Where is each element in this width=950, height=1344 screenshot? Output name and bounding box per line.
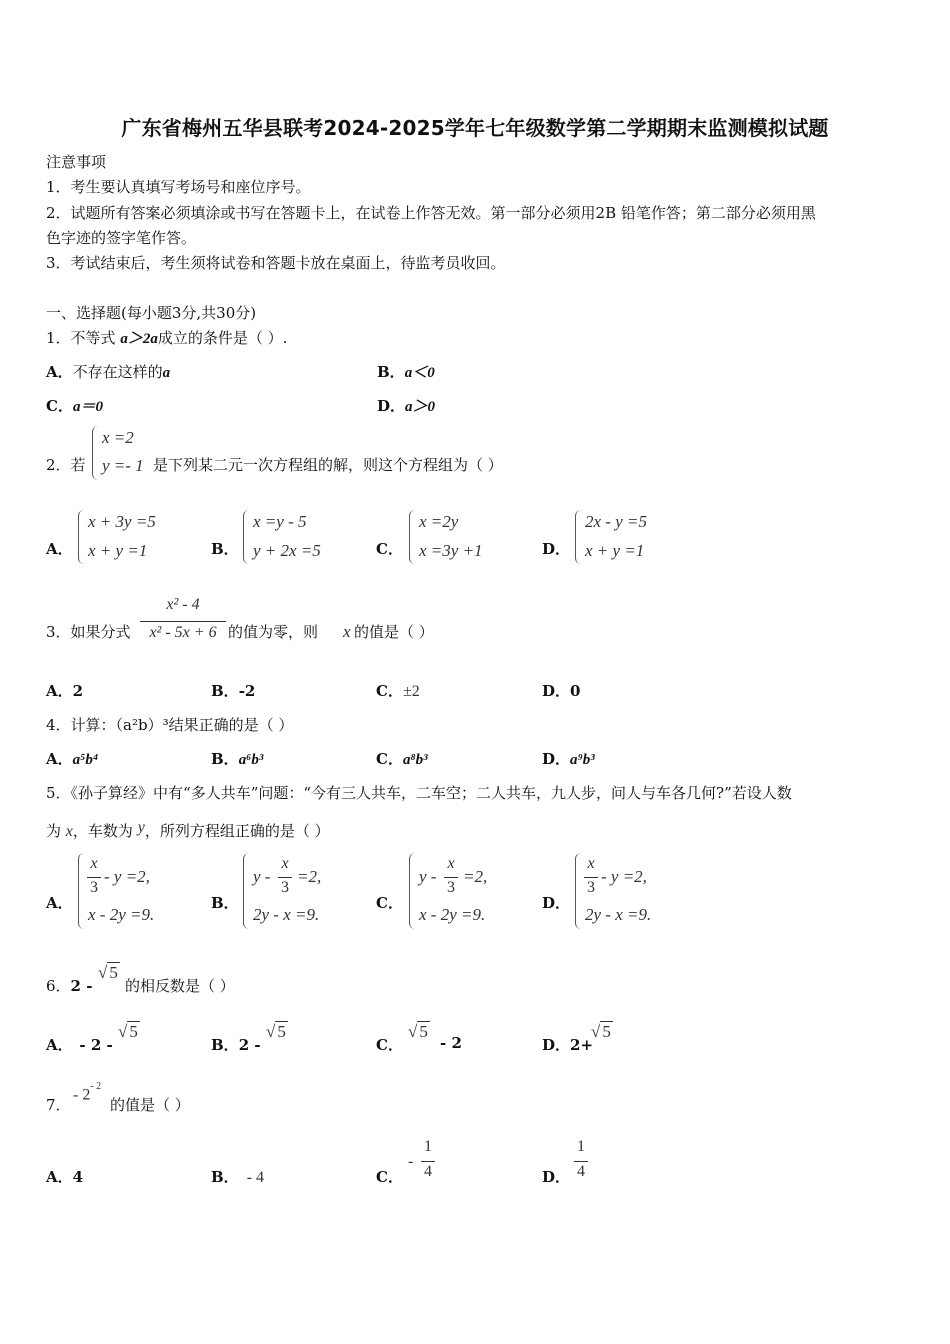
option-label: D． [542, 540, 571, 558]
stem-text: 成立的条件是（ ）. [157, 329, 288, 347]
equation-line: 2y - x =9. [253, 905, 320, 924]
stem-text: 的值为零，则 [228, 623, 319, 641]
brace [243, 510, 250, 564]
fraction-denominator: 3 [90, 879, 98, 896]
equation-line: x - 2y =9. [419, 905, 486, 924]
equation-line: - y =2, [104, 867, 150, 886]
option-text: 0 [570, 682, 581, 700]
q7-option-a[interactable] [46, 1166, 83, 1187]
option-text: 不存在这样的 [72, 363, 163, 381]
radicand: 5 [277, 1022, 286, 1041]
equation-line: x =2y [419, 512, 459, 531]
option-label: A． [46, 682, 73, 700]
brace [78, 853, 85, 929]
option-label: C． [376, 682, 403, 700]
fraction-bar [140, 621, 226, 622]
notice-item: 3．考试结束后，考生须将试卷和答题卡放在桌面上，待监考员收回。 [46, 254, 506, 272]
stem-text: ，所列方程组正确的是（ ） [144, 822, 330, 840]
option-text: - 4 [246, 1169, 265, 1186]
equation-line: x =2 [102, 428, 134, 447]
option-label: A． [46, 894, 73, 912]
question-3-number [46, 621, 131, 642]
stem-expression: a＞2a [120, 331, 158, 347]
option-label: A． [46, 750, 73, 768]
q7-expression [73, 1081, 102, 1104]
option-label: A． [46, 1168, 73, 1186]
sqrt-icon: √ [591, 1022, 601, 1041]
fraction-bar [87, 877, 101, 878]
fraction-numerator: x [90, 855, 98, 872]
equation-line: x - 2y =9. [88, 905, 155, 924]
fraction-denominator: 3 [447, 879, 455, 896]
stem-var: y [137, 819, 145, 836]
section-heading: 一、选择题(每小题3分,共30分) [46, 304, 257, 322]
option-label: A． [46, 363, 73, 381]
equation-line: 2x - y =5 [585, 512, 647, 531]
q3-fraction-numerator: x² - 4 [166, 596, 200, 613]
equation-line: =2, [463, 867, 488, 886]
stem-text: 若 [70, 456, 86, 474]
q2-option-b[interactable] [243, 510, 353, 566]
option-label: A． [46, 540, 73, 558]
stem-text: 《孙子算经》中有“多人共车”问题：“今有三人共车，二车空；二人共车，九人步，问人与车各几何?”若设人数 [70, 784, 792, 802]
option-label: B． [211, 1168, 239, 1186]
fraction-bar [584, 877, 598, 878]
q6-option-d-sqrt [591, 1022, 613, 1042]
fraction-bar [574, 1161, 588, 1162]
fraction-bar [278, 877, 292, 878]
brace [92, 426, 99, 480]
option-text: a＜0 [404, 365, 435, 381]
fraction-sign: - [408, 1153, 414, 1170]
question-6-number [46, 975, 92, 996]
equation-line: 2y - x =9. [585, 905, 652, 924]
equation-part: y - [253, 867, 271, 886]
q4-option-a[interactable] [46, 748, 98, 769]
question-number: 4． [46, 716, 71, 734]
brace [243, 853, 250, 929]
q7-option-c[interactable] [376, 1166, 403, 1187]
option-text: a＞0 [405, 399, 436, 415]
fraction-numerator: 1 [424, 1138, 432, 1155]
option-label: B． [211, 750, 239, 768]
q2-option-c[interactable] [409, 510, 519, 566]
q4-option-b[interactable] [211, 748, 263, 769]
q4-option-c[interactable] [376, 748, 428, 769]
fraction-bar [444, 877, 458, 878]
q5-option-b[interactable] [243, 853, 353, 931]
option-text: - 2 [440, 1034, 462, 1052]
equation-line: x + y =1 [585, 541, 645, 560]
q7-option-d[interactable] [542, 1166, 570, 1187]
fraction-denominator: 3 [281, 879, 289, 896]
option-label: B． [377, 363, 405, 381]
q3-option-c[interactable] [376, 680, 420, 701]
option-label: B． [211, 540, 239, 558]
q2-option-d[interactable] [575, 510, 685, 566]
q6-option-d[interactable] [542, 1034, 593, 1055]
q6-option-a[interactable] [46, 1034, 113, 1055]
option-label: D． [542, 1168, 571, 1186]
fraction-numerator: x [447, 855, 455, 872]
option-text: a⁹b³ [570, 752, 595, 768]
notice-item: 2．试题所有答案必须填涂或书写在答题卡上，在试卷上作答无效。第一部分必须用2B 铅笔作答；第二部分必须用黑 [46, 204, 816, 222]
stem-text: 的相反数是（ ） [125, 977, 235, 995]
equation-line: y + 2x =5 [253, 541, 321, 560]
brace [575, 853, 582, 929]
option-text: 4 [72, 1168, 84, 1186]
brace [78, 510, 85, 564]
stem-text: 计算：（a²b）³结果正确的是（ ） [70, 716, 294, 734]
q5-option-a[interactable] [78, 853, 188, 931]
option-label: C． [376, 1036, 403, 1054]
option-label: D． [542, 1036, 571, 1054]
stem-var: x [65, 823, 73, 840]
stem-text: 不等式 [70, 329, 116, 347]
q1-option-c[interactable] [46, 395, 103, 416]
option-label: B． [211, 682, 239, 700]
option-label: D． [542, 894, 571, 912]
option-text: 2 [72, 682, 84, 700]
brace [575, 510, 582, 564]
option-text: -2 [238, 682, 256, 700]
fraction-denominator: 4 [577, 1163, 585, 1180]
option-text: a＝0 [72, 399, 103, 415]
q6-option-c-sqrt [408, 1022, 430, 1042]
option-text: a⁵b⁴ [72, 752, 99, 768]
q6-option-a-sqrt [118, 1022, 140, 1042]
sqrt-expression [98, 963, 120, 983]
question-4-stem [46, 714, 293, 735]
option-label: D． [542, 682, 571, 700]
stem-text: 的值是（ ） [110, 1096, 190, 1114]
fraction-denominator: 4 [424, 1163, 432, 1180]
question-2-number [46, 454, 86, 475]
q1-option-d[interactable] [377, 395, 435, 416]
q1-option-a[interactable] [46, 361, 170, 382]
option-label: B． [211, 1036, 239, 1054]
question-5-stem-line2 [46, 820, 330, 841]
sqrt-icon: √ [266, 1022, 276, 1041]
notice-item: 1．考生要认真填写考场号和座位序号。 [46, 178, 311, 196]
q6-option-b[interactable] [211, 1034, 261, 1055]
equation-line: - y =2, [601, 867, 647, 886]
sqrt-icon: √ [98, 963, 108, 982]
q4-option-d[interactable] [542, 748, 595, 769]
radicand: 5 [109, 963, 118, 982]
q6-option-c[interactable] [376, 1034, 403, 1055]
option-text: a⁶b³ [238, 752, 264, 768]
option-text: 2 - [238, 1036, 261, 1054]
question-number: 2． [46, 456, 71, 474]
option-label: C． [46, 397, 73, 415]
q7-option-b[interactable] [211, 1166, 264, 1187]
option-var: a [162, 365, 171, 381]
question-number: 3． [46, 623, 71, 641]
fraction-bar [421, 1161, 435, 1162]
question-number: 1． [46, 329, 71, 347]
fraction-denominator: 3 [587, 879, 595, 896]
option-text: a⁸b³ [402, 752, 428, 768]
notice-heading: 注意事项 [46, 153, 107, 171]
expr-exponent: - 2 [90, 1081, 102, 1092]
q6-option-b-sqrt [266, 1022, 288, 1042]
stem-expression: 2 - [70, 977, 93, 995]
page-title: 广东省梅州五华县联考2024-2025学年七年级数学第二学期期末监测模拟试题 [121, 116, 829, 140]
option-text: 2+ [570, 1036, 594, 1054]
question-number: 5． [46, 784, 71, 802]
sqrt-icon: √ [408, 1022, 418, 1041]
q2-option-a[interactable] [78, 510, 188, 566]
option-label: D． [542, 750, 571, 768]
q5-option-d[interactable] [575, 853, 685, 931]
equation-line: x =y - 5 [253, 512, 307, 531]
q3-fraction-denominator: x² - 5x + 6 [149, 624, 217, 641]
equation-line: y =- 1 [102, 456, 144, 475]
option-label: C． [376, 894, 403, 912]
radicand: 5 [419, 1022, 428, 1041]
question-7-number: 7． [46, 1096, 71, 1114]
q3-option-b[interactable] [211, 680, 255, 701]
option-label: C． [376, 1168, 403, 1186]
equation-line: x + y =1 [88, 541, 148, 560]
stem-var: x [343, 622, 351, 641]
expr-base: - 2 [73, 1086, 91, 1104]
option-text: ±2 [402, 683, 420, 700]
stem-text: 是下列某二元一次方程组的解，则这个方程组为（ ） [153, 456, 503, 474]
notice-item: 色字迹的签字笔作答。 [46, 229, 197, 247]
q1-option-b[interactable] [377, 361, 435, 382]
q3-option-d[interactable] [542, 680, 580, 701]
equation-line: x + 3y =5 [88, 512, 156, 531]
brace [409, 853, 416, 929]
option-label: B． [211, 894, 239, 912]
radicand: 5 [602, 1022, 611, 1041]
radicand: 5 [129, 1022, 138, 1041]
equation-part: y - [419, 867, 437, 886]
equation-line: x =3y +1 [419, 541, 483, 560]
option-label: D． [377, 397, 406, 415]
option-text: - 2 - [79, 1036, 113, 1054]
fraction-numerator: x [587, 855, 595, 872]
stem-text: ，车数为 [72, 822, 133, 840]
stem-text: 为 [46, 822, 62, 840]
q5-option-c[interactable] [409, 853, 519, 931]
sqrt-icon: √ [118, 1022, 128, 1041]
question-1-stem [46, 327, 287, 348]
option-label: C． [376, 540, 403, 558]
stem-text: 如果分式 [70, 623, 131, 641]
option-label: C． [376, 750, 403, 768]
question-5-stem [46, 782, 792, 803]
fraction-numerator: 1 [577, 1138, 585, 1155]
equation-line: =2, [297, 867, 322, 886]
question-number: 6． [46, 977, 71, 995]
stem-text: 的值是（ ） [354, 623, 434, 641]
q2-solution-system [92, 426, 162, 482]
q3-option-a[interactable] [46, 680, 83, 701]
brace [409, 510, 416, 564]
option-label: A． [46, 1036, 73, 1054]
fraction-numerator: x [281, 855, 289, 872]
